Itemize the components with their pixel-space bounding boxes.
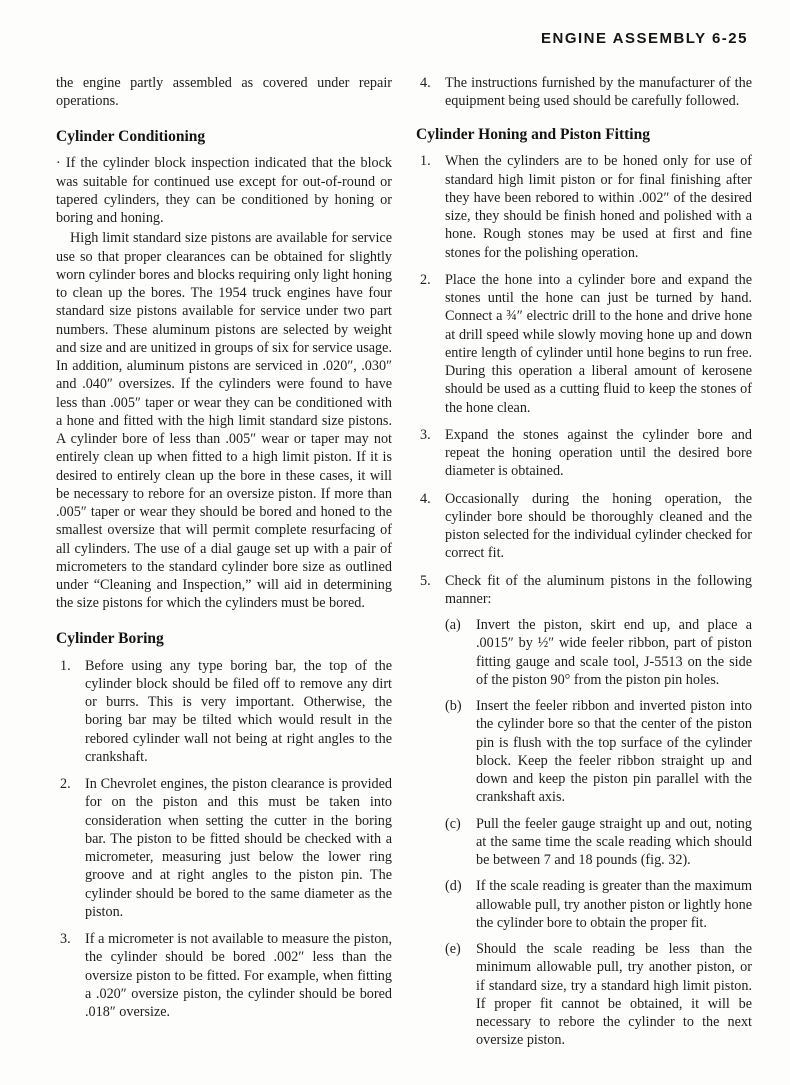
subitem-text: Pull the feeler gauge straight up and out, noting at the same time the scale reading which should be between 7 and 18 pounds (fig. 32). <box>476 815 752 869</box>
sub-list <box>445 616 752 1050</box>
sub-list-item <box>445 815 752 870</box>
heading-cylinder-conditioning: Cylinder Conditioning <box>56 127 206 145</box>
subitem-text: Insert the feeler ribbon and inverted piston into the cylinder bore so that the center of the piston pin is flush with the top surface of the cylinder block. Keep the feeler ribbon straight up and down and keep the piston pin parallel with the crankshaft axis. <box>476 698 752 806</box>
right-column <box>416 74 752 1059</box>
item-text: Place the hone into a cylinder bore and expand the stones until the hone can just be turned by hand. Connect a ¾″ electric drill to the hone and drive hone at drill speed while slowly moving hone up and down entire length of cylinder until hone begins to run free. During this operation a liberal amount of kerosene should be used as a cutting fluid to keep the stones of the hone clean. <box>445 271 752 416</box>
list-item <box>56 775 392 921</box>
continuation-paragraph: the engine partly assembled as covered under repair operations. <box>56 75 392 110</box>
subitem-label: (b) <box>445 698 462 715</box>
subitem-label: (e) <box>445 941 461 958</box>
conditioning-paragraph-2: High limit standard size pistons are available for service use so that proper clearances can be obtained for slightly worn cylinder bores and blocks requiring only light honing to clean up the bores. The 1954 truck engines have four standard size pistons available for service under two part numbers. These aluminum pistons are selected by weight and size and are unitized in groups of six for service usage. In addition, aluminum pistons are serviced in .020″, .030″ and .040″ oversizes. If the cylinders were found to have less than .005″ taper or wear they can be conditioned with a hone and fitted with the high limit standard size pistons. A cylinder bore of less than .005″ wear or taper may not entirely clean up when fitted to a high limit piston. If it is desired to entirely clean up the bore in these cases, it will be necessary to rebore for an oversize piston. If more than .005″ taper or wear they should be bored and honed to the smallest oversize that will permit complete resurfacing of all cylinders. The use of a dial gauge set up with a pair of micrometers to the standard cylinder bore size as outlined under “Cleaning and Inspection,” will aid in determining the size pistons for which the cylinders must be bored. <box>56 230 392 612</box>
sub-list-item <box>445 877 752 932</box>
item-text: In Chevrolet engines, the piston clearance is provided for on the piston and this must be taken into consideration when setting the cutter in the boring bar. The piston to be fitted should be checked with a micrometer, measuring just below the lower ring groove and at right angles to the piston pin. The cylinder should be bored to the same diameter as the piston. <box>85 776 392 920</box>
two-column-layout <box>56 74 752 1059</box>
item-text: Before using any type boring bar, the top of the cylinder block should be filed off to remove any dirt or burrs. This is very important. Otherwise, the boring bar may be tilted which would result in the rebored cylinder wall not being at right angles to the crankshaft. <box>85 657 392 765</box>
item-text: Check fit of the aluminum pistons in the following manner: <box>445 572 752 607</box>
item-text: If a micrometer is not available to measure the piston, the cylinder should be bored .002″ less than the oversize piston to be fitted. For example, when fitting a .020″ oversize piston, the cylinder should be bored .018″ oversize. <box>85 931 392 1021</box>
conditioning-paragraph-1: · If the cylinder block inspection indicated that the block was suitable for continued use except for out-of-round or tapered cylinders, they can be conditioned by honing or boring and honing. <box>56 155 392 227</box>
heading-cylinder-honing: Cylinder Honing and Piston Fitting <box>416 125 650 143</box>
heading-cylinder-boring: Cylinder Boring <box>56 629 164 647</box>
list-item <box>56 657 392 767</box>
item-number: 4. <box>420 75 431 91</box>
subitem-text: If the scale reading is greater than the maximum allowable pull, try another piston or lightly hone the cylinder bore to obtain the proper fit. <box>476 878 752 931</box>
item-number: 3. <box>420 426 431 443</box>
item-number: 1. <box>60 657 71 674</box>
sub-list-item <box>445 940 752 1050</box>
list-item <box>416 572 752 1050</box>
subitem-label: (c) <box>445 815 461 832</box>
left-column <box>56 74 392 1059</box>
list-item <box>416 490 752 563</box>
list-item <box>56 930 392 1021</box>
item-number: 1. <box>420 153 431 170</box>
item-number: 2. <box>420 271 431 288</box>
list-item <box>416 152 752 262</box>
subitem-text: Invert the piston, skirt end up, and place a .0015″ by ½″ wide feeler ribbon, part of piston fitting gauge and scale tool, J-5513 on the side of the piston 90° from the piston pin holes. <box>476 617 752 688</box>
sub-list-item <box>445 697 752 807</box>
item-text: Occasionally during the honing operation, the cylinder bore should be thoroughly cleaned and the piston selected for the individual cylinder checked for correct fit. <box>445 490 752 562</box>
item-text: The instructions furnished by the manufacturer of the equipment being used should be carefully followed. <box>445 75 752 110</box>
list-item <box>416 271 752 417</box>
list-item <box>416 426 752 481</box>
item-text: When the cylinders are to be honed only for use of standard high limit piston or for final finishing after they have been rebored to within .002″ of the desired size, they should be finish honed and polished with a hone. Rough stones may be used at first and fine stones for the polishing operation. <box>445 153 752 261</box>
item-number: 3. <box>60 931 71 948</box>
list-item <box>416 74 752 111</box>
item-text: Expand the stones against the cylinder bore and repeat the honing operation until the desired bore diameter is obtained. <box>445 426 752 480</box>
subitem-label: (d) <box>445 878 462 895</box>
item-number: 5. <box>420 572 431 589</box>
sub-list-item <box>445 616 752 689</box>
page-header: ENGINE ASSEMBLY 6-25 <box>540 30 748 47</box>
subitem-label: (a) <box>445 617 461 634</box>
item-number: 2. <box>60 776 71 793</box>
item-number: 4. <box>420 490 431 507</box>
subitem-text: Should the scale reading be less than the minimum allowable pull, try another piston, or if standard size, try a standard high limit piston. If proper fit cannot be obtained, it will be necessary to rebore the cylinder to the next oversize piston. <box>476 941 752 1049</box>
